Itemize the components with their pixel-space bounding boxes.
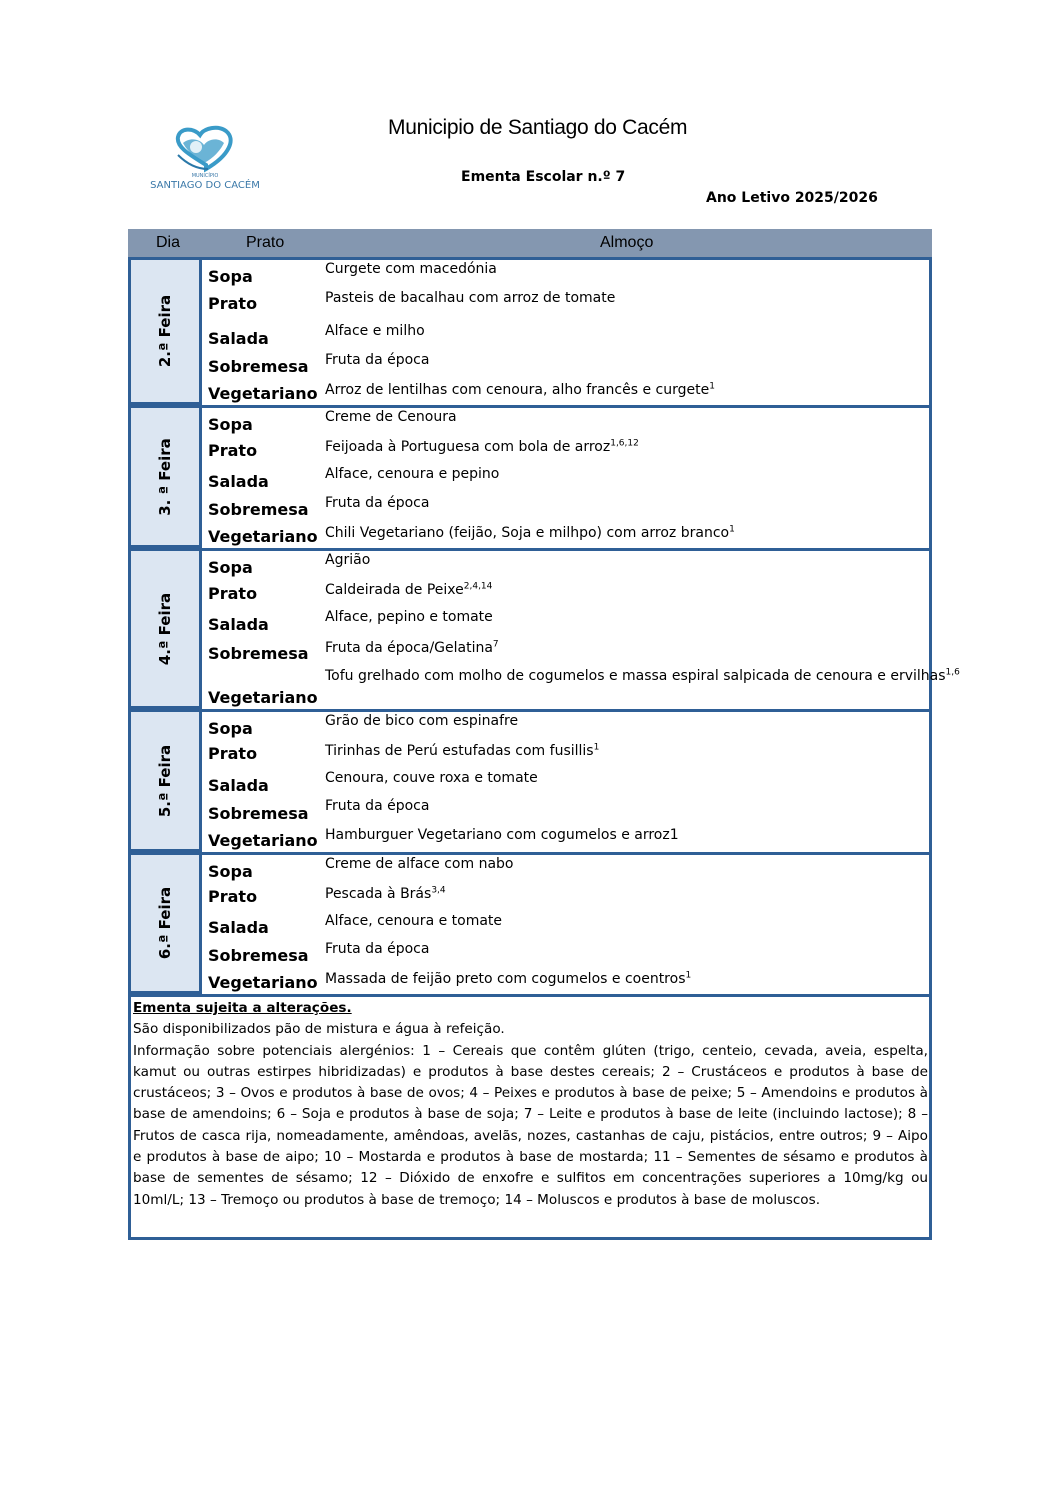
day-block-tuesday [128, 405, 932, 548]
course-text: Caldeirada de Peixe$^{2,4,14}$ [325, 581, 493, 598]
course-label: Salada [208, 918, 269, 937]
course-label: Vegetariano [208, 384, 318, 403]
course-text: Fruta da época [325, 495, 430, 511]
municipality-logo [138, 125, 273, 197]
day-label: 2.ª Feira [156, 294, 174, 368]
course-label: Sopa [208, 267, 253, 286]
course-label: Sobremesa [208, 946, 309, 965]
course-label: Salada [208, 615, 269, 634]
day-block-wednesday [128, 548, 960, 709]
course-text: Alface, cenoura e tomate [325, 913, 503, 929]
course-label: Vegetariano [208, 688, 318, 707]
course-text: Cenoura, couve roxa e tomate [325, 770, 538, 786]
course-label: Salada [208, 329, 269, 348]
svg-text:SANTIAGO DO CACÉM: SANTIAGO DO CACÉM [150, 180, 260, 191]
course-text: Massada de feijão preto com cogumelos e coentros$^1$ [325, 970, 692, 987]
course-label: Vegetariano [208, 831, 318, 850]
course-text: Chili Vegetariano (feijão, Soja e milhpo) com arroz branco$^1$ [325, 524, 735, 541]
table-header [128, 229, 932, 257]
course-text: Alface, cenoura e pepino [325, 466, 500, 482]
course-label: Prato [208, 887, 258, 906]
course-text: Grão de bico com espinafre [325, 713, 519, 729]
course-label: Prato [208, 441, 258, 460]
school-year: Ano Letivo 2025/2026 [706, 190, 878, 206]
course-text: Arroz de lentilhas com cenoura, alho francês e curgete$^1$ [325, 381, 715, 398]
course-label: Vegetariano [208, 527, 318, 546]
course-label: Sopa [208, 862, 253, 881]
course-label: Prato [208, 584, 258, 603]
course-text: Hamburguer Vegetariano com cogumelos e arroz1 [325, 827, 679, 843]
allergen-notes [128, 994, 932, 1240]
day-cell [128, 709, 202, 852]
day-cell [128, 257, 202, 405]
day-cell [128, 405, 202, 548]
course-label: Sobremesa [208, 357, 309, 376]
day-cell [128, 548, 202, 709]
menu-number: Ementa Escolar n.º 7 [461, 169, 626, 185]
day-cell [128, 852, 202, 994]
course-text: Pescada à Brás$^{3,4}$ [325, 885, 446, 902]
course-text: Creme de alface com nabo [325, 856, 514, 872]
notes-bread: São disponibilizados pão de mistura e água à refeição. [133, 1021, 505, 1038]
col-almoco: Almoço [600, 234, 654, 251]
course-label: Sopa [208, 719, 253, 738]
course-text: Alface, pepino e tomate [325, 609, 493, 625]
day-block-monday [128, 257, 932, 405]
svg-text:MUNICÍPIO: MUNICÍPIO [191, 173, 219, 179]
course-text: Curgete com macedónia [325, 261, 497, 277]
course-label: Vegetariano [208, 973, 318, 992]
col-dia: Dia [156, 234, 181, 251]
course-text: Tirinhas de Perú estufadas com fusillis$^1$ [325, 742, 600, 759]
page-title: Municipio de Santiago do Cacém [388, 116, 688, 139]
course-label: Sopa [208, 558, 253, 577]
course-text: Creme de Cenoura [325, 409, 457, 425]
course-label: Prato [208, 294, 258, 313]
day-label: 3. ª Feira [156, 437, 174, 516]
course-text: Fruta da época/Gelatina$^7$ [325, 639, 499, 656]
course-label: Sopa [208, 415, 253, 434]
day-label: 6.ª Feira [156, 886, 174, 960]
course-label: Prato [208, 744, 258, 763]
course-text: Fruta da época [325, 352, 430, 368]
col-prato: Prato [246, 234, 285, 251]
course-label: Sobremesa [208, 500, 309, 519]
day-label: 4.ª Feira [156, 592, 174, 665]
notes-title: Ementa sujeita a alterações. [133, 1000, 352, 1016]
day-label: 5.ª Feira [156, 744, 174, 817]
day-block-friday [128, 852, 932, 994]
course-label: Sobremesa [208, 804, 309, 823]
course-text: Alface e milho [325, 323, 425, 339]
notes-allergens: Informação sobre potenciais alergénios: 1 – Cereais que contêm glúten (trigo, centeio, cevada, aveia, espelta, kamut ou outras estirpes hibridizadas) e produtos à base destes cereais; 2 – Crustáceos e produtos à base de crustáceos; 3 – Ovos e produtos à base de ovos; 4 – Peixes e produtos à base de peixe; 5 – Amendoins e produtos à base de amendoins; 6 – Soja e produtos à base de soja; 7 – Leite e produtos à base de leite (incluindo lactose); 8 – Frutos de casca rija, nomeadamente, amêndoas, avelãs, nozes, castanhas de caju, pistácios, entre outros; 9 – Aipo e produtos à base de aipo; 10 – Mostarda e produtos à base de mostarda; 11 – Sementes de sésamo e produtos à base de sementes de sésamo; 12 – Dióxido de enxofre e sulfitos em concentrações superiores a 10mg/kg ou 10ml/L; 13 – Tremoço ou produtos à base de tremoço; 14 – Moluscos e produtos à base de moluscos. [133, 1042, 928, 1208]
course-text: Agrião [325, 552, 371, 568]
course-text: Tofu grelhado com molho de cogumelos e massa espiral salpicada de cenoura e ervilhas$^{1,6}$ [325, 667, 960, 684]
course-label: Sobremesa [208, 644, 309, 663]
course-text: Pasteis de bacalhau com arroz de tomate [325, 290, 616, 306]
day-block-thursday [128, 709, 932, 852]
course-text: Feijoada à Portuguesa com bola de arroz$^{1,6,12}$ [325, 438, 639, 455]
course-label: Salada [208, 472, 269, 491]
course-text: Fruta da época [325, 941, 430, 957]
course-text: Fruta da época [325, 798, 430, 814]
course-label: Salada [208, 776, 269, 795]
